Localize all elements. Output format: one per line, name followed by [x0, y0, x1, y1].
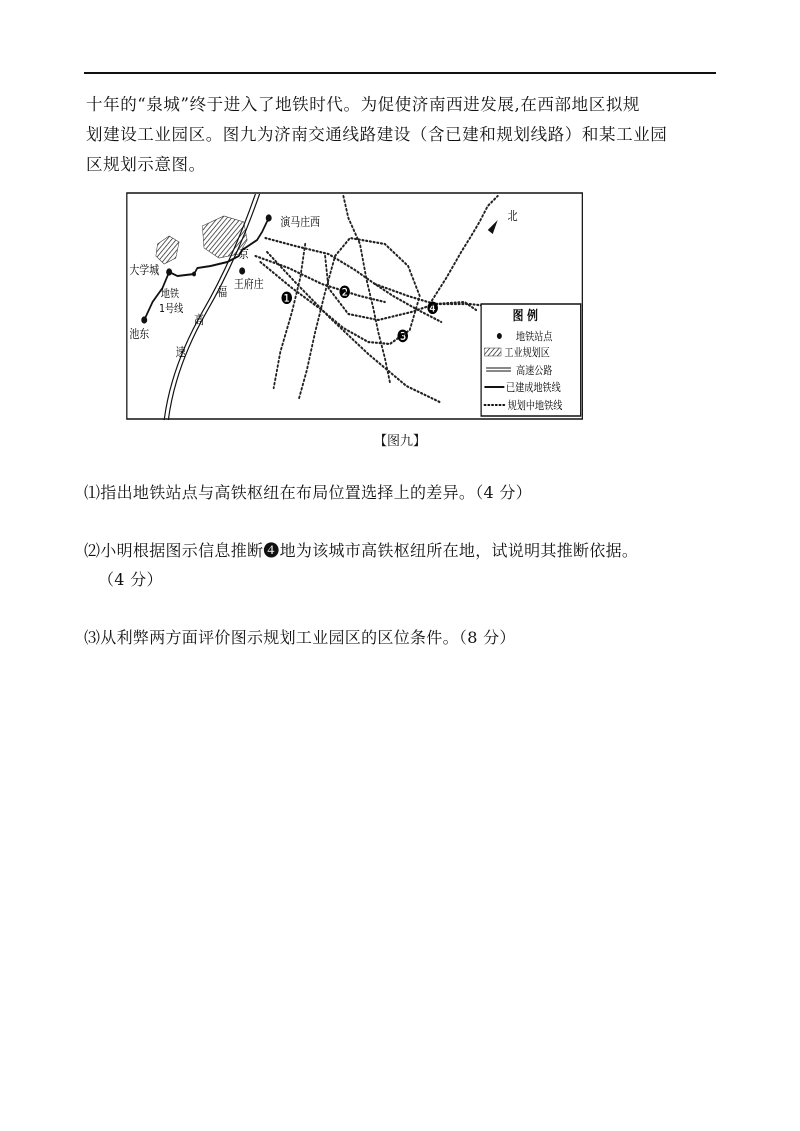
top-rule	[84, 72, 716, 74]
question-2-score: （4 分）	[98, 570, 163, 589]
legend-item-expressway: 高速公路	[515, 365, 553, 378]
legend-item-station: 地铁站点	[515, 331, 553, 344]
station-yanmazhuangxi	[266, 214, 272, 221]
question-2: ⑵小明根据图示信息推断❹地为该城市高铁枢纽所在地，试说明其推断依据。	[84, 541, 639, 560]
marker-3: ❸	[396, 326, 410, 347]
question-1: ⑴指出地铁站点与高铁枢纽在布局位置选择上的差异。（4 分）	[84, 483, 532, 502]
label-line1-a: 地铁	[160, 288, 180, 301]
marker-4: ❹	[426, 298, 439, 319]
label-daxuecheng: 大学城	[129, 263, 160, 278]
question-3: ⑶从利弊两方面评价图示规划工业园区的区位条件。（8 分）	[84, 628, 516, 647]
label-yanmazhuangxi: 演马庄西	[280, 215, 321, 230]
label-chidong: 池东	[129, 327, 150, 342]
station-daxuecheng	[166, 268, 172, 275]
legend-item-planned: 规划中地铁线	[507, 400, 563, 413]
station-mid	[192, 272, 196, 277]
station-chidong	[141, 316, 147, 323]
legend-zone-icon	[484, 348, 501, 356]
expressway-char-gao: 高	[194, 313, 204, 328]
intro-paragraph	[86, 90, 726, 180]
intro-line-1: 十年的“泉城”终于进入了地铁时代。为促使济南西进发展,在西部地区拟规	[86, 95, 641, 114]
station-wangfuzhuang	[239, 267, 245, 274]
expressway-char-su: 速	[175, 345, 186, 360]
north-label: 北	[507, 209, 518, 224]
label-line1-b: 1号线	[159, 303, 184, 316]
intro-line-3: 区规划示意图。	[86, 155, 206, 174]
label-wangfuzhuang: 王府庄	[233, 277, 264, 292]
legend-item-built: 已建成地铁线	[506, 382, 561, 395]
legend	[481, 304, 581, 416]
legend-station-icon	[497, 333, 502, 339]
figure-caption: 【图九】	[373, 434, 426, 449]
legend-item-zone: 工业规划区	[504, 347, 550, 360]
legend-title: 图 例	[512, 308, 538, 324]
marker-1: ❶	[280, 288, 293, 309]
intro-line-2: 划建设工业园区。图九为济南交通线路建设（含已建和规划线路）和某工业园	[86, 125, 668, 144]
figure-9-map	[126, 192, 584, 422]
marker-2: ❷	[338, 282, 352, 303]
expressway-char-jing: 京	[238, 247, 249, 262]
expressway-char-fu: 福	[217, 285, 228, 300]
